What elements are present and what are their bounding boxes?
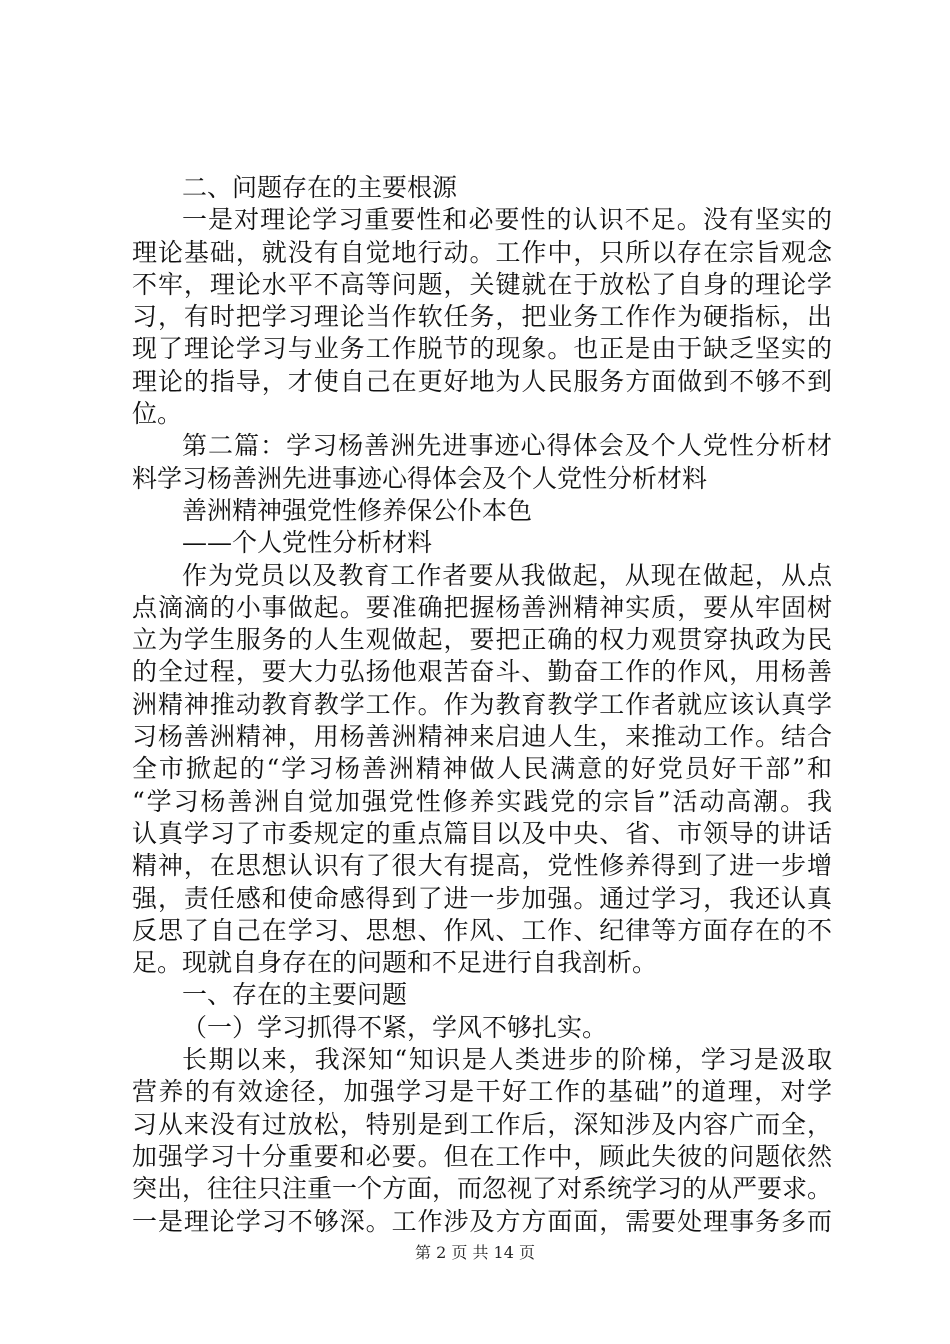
text-line: 一是对理论学习重要性和必要性的认识不足。没有坚实的 (182, 205, 832, 235)
text-line: 现了理论学习与业务工作脱节的现象。也正是由于缺乏坚实的 (132, 334, 832, 364)
text-line: 善洲精神强党性修养保公仆本色 (182, 495, 533, 525)
text-line: 不牢，理论水平不高等问题，关键就在于放松了自身的理论学 (132, 269, 832, 299)
text-line: 突出，往往只注重一个方面，而忽视了对系统学习的从严要求。 (132, 1174, 832, 1204)
text-line: 长期以来，我深知“知识是人类进步的阶梯，学习是汲取 (182, 1045, 832, 1075)
text-line: 洲精神推动教育教学工作。作为教育教学工作者就应该认真学 (132, 689, 832, 719)
text-line: 营养的有效途径，加强学习是干好工作的基础”的道理，对学 (132, 1077, 832, 1107)
text-line: 习，有时把学习理论当作软任务，把业务工作作为硬指标，出 (132, 302, 832, 332)
text-line: 加强学习十分重要和必要。但在工作中，顾此失彼的问题依然 (132, 1141, 832, 1171)
text-line: （一）学习抓得不紧，学风不够扎实。 (182, 1012, 608, 1042)
text-line: 的全过程，要大力弘扬他艰苦奋斗、勤奋工作的作风，用杨善 (132, 657, 832, 687)
text-line: 点滴滴的小事做起。要准确把握杨善洲精神实质，要从牢固树 (132, 592, 832, 622)
document-body (132, 172, 832, 1238)
text-line: 立为学生服务的人生观做起，要把正确的权力观贯穿执政为民 (132, 625, 832, 655)
text-line: 强，责任感和使命感得到了进一步加强。通过学习，我还认真 (132, 883, 832, 913)
text-line: “学习杨善洲自觉加强党性修养实践党的宗旨”活动高潮。我 (132, 786, 832, 816)
text-line: 全市掀起的“学习杨善洲精神做人民满意的好党员好干部”和 (132, 754, 832, 784)
text-line: 理论基础，就没有自觉地行动。工作中，只所以存在宗旨观念 (132, 237, 832, 267)
text-line: 作为党员以及教育工作者要从我做起，从现在做起，从点 (182, 560, 832, 590)
text-line: 第二篇：学习杨善洲先进事迹心得体会及个人党性分析材 (182, 431, 832, 461)
text-line: 反思了自己在学习、思想、作风、工作、纪律等方面存在的不 (132, 915, 832, 945)
text-line: 习杨善洲精神，用杨善洲精神来启迪人生，来推动工作。结合 (132, 722, 832, 752)
text-line: 理论的指导，才使自己在更好地为人民服务方面做到不够不到 (132, 366, 832, 396)
text-line: 位。 (132, 399, 183, 429)
text-line: 二、问题存在的主要根源 (182, 173, 458, 202)
text-line: 料学习杨善洲先进事迹心得体会及个人党性分析材料 (132, 463, 708, 493)
text-line: 认真学习了市委规定的重点篇目以及中央、省、市领导的讲话 (132, 818, 832, 848)
text-line: 习从来没有过放松，特别是到工作后，深知涉及内容广而全， (132, 1109, 832, 1139)
text-line: 一、存在的主要问题 (182, 980, 408, 1010)
text-line: 一是理论学习不够深。工作涉及方方面面，需要处理事务多而 (132, 1206, 832, 1236)
text-line: 足。现就自身存在的问题和不足进行自我剖析。 (132, 948, 658, 978)
text-line: ——个人党性分析材料 (182, 528, 433, 558)
page-footer: 第 2 页 共 14 页 (415, 1243, 535, 1262)
text-line: 精神，在思想认识有了很大有提高，党性修养得到了进一步增 (132, 851, 832, 881)
